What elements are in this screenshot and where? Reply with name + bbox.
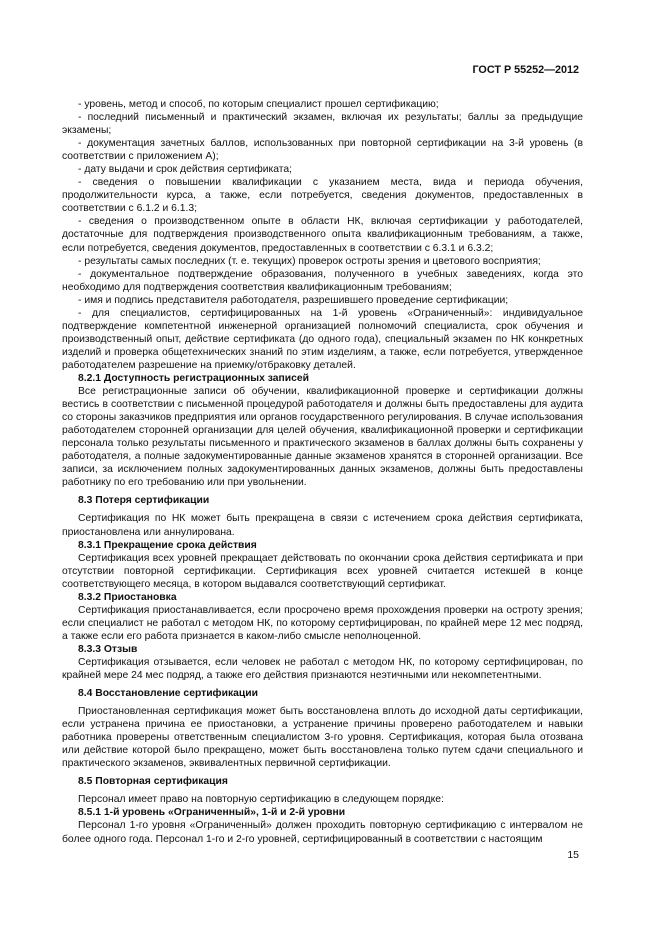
list-item: - последний письменный и практический экзамен, включая их результаты; баллы за предыдущие экзамены; (62, 112, 583, 137)
section-text-8-5: Персонал имеет право на повторную сертификацию в следующем порядке: (78, 794, 444, 806)
document-id-header: ГОСТ Р 55252—2012 (472, 64, 579, 76)
section-heading-8-3-2: 8.3.2 Приостановка (78, 591, 177, 603)
section-heading-8-4: 8.4 Восстановление сертификации (78, 688, 258, 700)
section-heading-8-2-1: 8.2.1 Доступность регистрационных записей (78, 372, 309, 384)
list-item: - сведения о повышении квалификации с указанием места, вида и периода обучения, продолжительности курса, а также, если потребуется, сведения документов, предоставленных в соответствии с 6.1.2 и 6.1.3; (62, 177, 583, 215)
list-item: - результаты самых последних (т. е. текущих) проверок остроты зрения и цветового восприятия; (78, 255, 541, 267)
list-item: - дату выдачи и срок действия сертификата; (78, 164, 293, 176)
section-text-8-3-2: Сертификация приостанавливается, если просрочено время прохождения проверки на остроту зрения; если специалист не работал с методом НК, по которому сертифицирован, по крайней мере 12 мес подряд, а также если его работа признается в каком-либо смысле неполноценной. (62, 604, 583, 642)
page-number: 15 (567, 849, 579, 861)
list-item: - имя и подпись представителя работодателя, разрешившего проведение сертификации; (78, 294, 509, 306)
section-text-8-3: Сертификация по НК может быть прекращена в связи с истечением срока действия сертификата, приостановлена или аннулирована. (62, 513, 583, 538)
section-text-8-2-1: Все регистрационные записи об обучении, квалификационной проверке и сертификации должны вестись в соответствии с письменной процедурой работодателя и должны быть предоставлены для аудита со стороны заказчиков предприятия или органов государственного регулирования. В случае использования работодателем сторонней организации для целей обучения, квалификационной проверки и сертификации персонала только результаты письменного и практического экзаменов в баллах должны быть сохранены у работодателя, а полные задокументированные данные экзаменов хранятся в сторонней организации. Все записи, за исключением полных задокументированных данных экзаменов, должны быть предоставлены работнику по его требованию или при увольнении. (62, 386, 583, 489)
list-item: - для специалистов, сертифицированных на 1-й уровень «Ограниченный»: индивидуальное подтверждение компетентной инженерной организацией полномочий специалиста, срок обучения и производственный опыт, действие сертификата (до одного года), специальный экзамен по НК конкретных изделий и проверка общетехнических знаний по этим изделиям, а также, если потребуется, утвержденное работодателем разрешение на приемку/отбраковку деталей. (62, 307, 583, 371)
list-item: - уровень, метод и способ, по которым специалист прошел сертификацию; (78, 99, 439, 110)
section-text-8-3-3: Сертификация отзывается, если человек не работал с методом НК, по которому сертифицирован, по крайней мере 24 мес подряд, а также его действия признаются неэтичными или некомпетентными. (62, 656, 583, 682)
section-heading-8-5: 8.5 Повторная сертификация (78, 776, 228, 788)
list-item: - документация зачетных баллов, использованных при повторной сертификации на 3-й уровень (в соответствии с приложением А); (62, 138, 583, 163)
list-item: - сведения о производственном опыте в области НК, включая сертификации у работодателей, достаточные для подтверждения производственного опыта квалификационным требованиям, а также, если потребуется, сведения документов, предоставленных в соответствии с 6.3.1 и 6.3.2; (62, 216, 583, 254)
section-heading-8-5-1: 8.5.1 1-й уровень «Ограниченный», 1-й и 2-й уровни (78, 807, 346, 819)
section-heading-8-3: 8.3 Потеря сертификации (78, 495, 210, 507)
list-item: - документальное подтверждение образования, полученного в учебных заведениях, когда это необходимо для подтверждения соответствия квалификационным требованиям; (62, 268, 583, 293)
section-text-8-5-1: Персонал 1-го уровня «Ограниченный» должен проходить повторную сертификацию с интервалом не более одного года. Персонал 1-го и 2-го уровней, сертифицированный в соответствии с настоящим (62, 820, 583, 845)
section-text-8-4: Приостановленная сертификация может быть восстановлена вплоть до исходной даты сертификации, если устранена причина ее приостановки, а устранение причины проверено работодателем и навыки работника проверены ответственным специалистом 3-го уровня. Сертификация, которая была отозвана или действие которой было прекращено, может быть восстановлена только путем сдачи специального и практического экзаменов, эквивалентных первичной сертификации. (62, 706, 583, 770)
section-heading-8-3-1: 8.3.1 Прекращение срока действия (78, 539, 257, 551)
section-heading-8-3-3: 8.3.3 Отзыв (78, 643, 138, 655)
document-body (62, 98, 583, 846)
section-text-8-3-1: Сертификация всех уровней прекращает действовать по окончании срока действия сертификата и при отсутствии повторной сертификации. Сертификация всех уровней считается истекшей в конце соответствующего месяца, в котором выдавался соответствующий сертификат. (62, 552, 583, 590)
